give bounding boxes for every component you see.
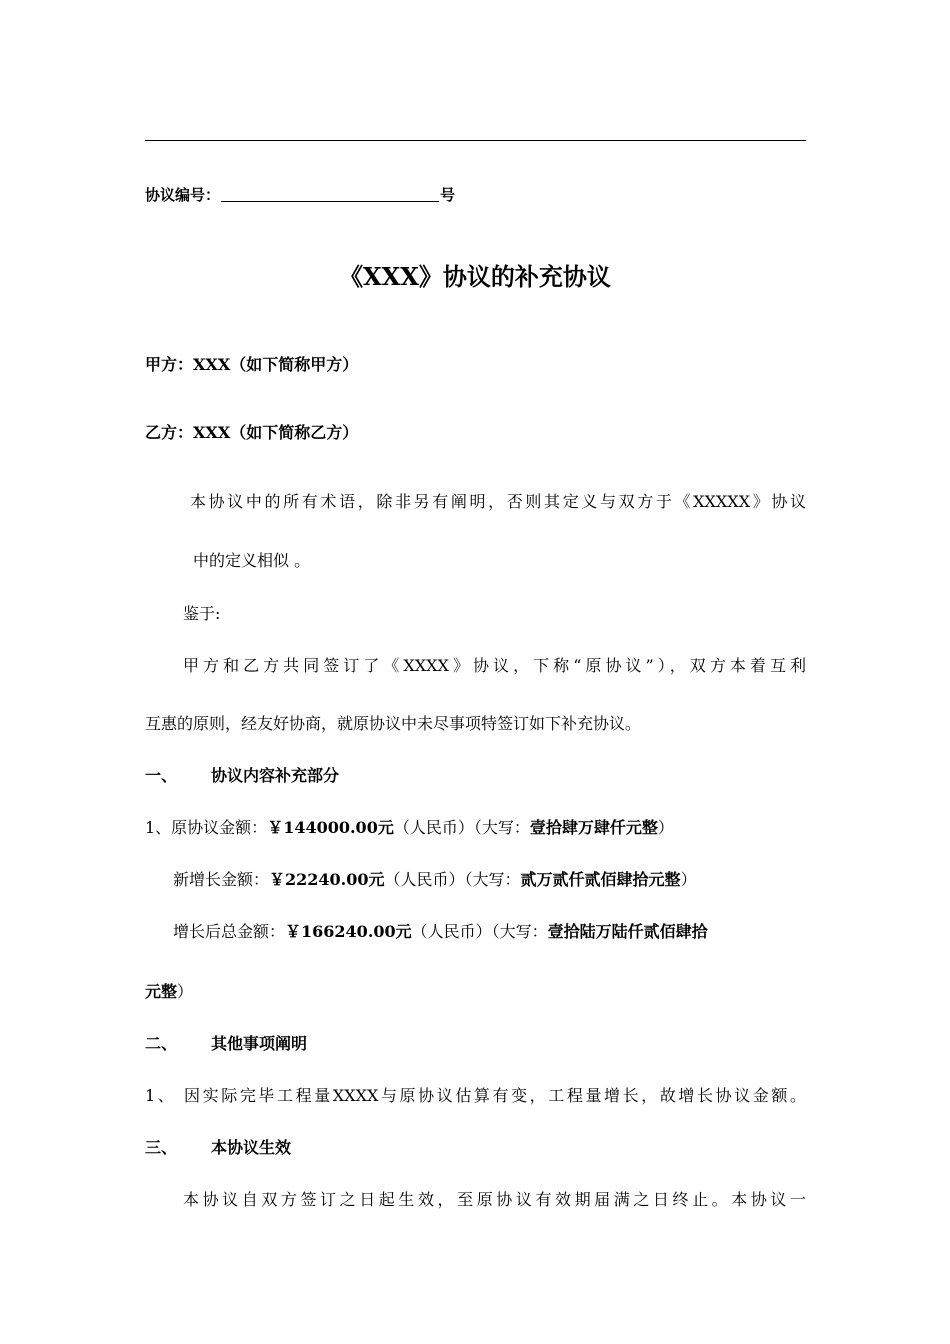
section2-title: 其他事项阐明 [211,1034,308,1053]
item3-continuation [145,982,193,1002]
item2-line [173,870,697,890]
item1-words: 壹拾肆万肆仟元整 [529,818,658,837]
item2-words: 贰万贰仟贰佰肆拾元整 [520,870,681,889]
item3-words: 壹拾陆万陆仟贰佰肆拾 [547,922,708,941]
section2-number: 二、 [145,1034,178,1053]
section3-title: 本协议生效 [211,1138,292,1157]
item2-close: ） [680,870,697,889]
recital-line1: 甲方和乙方共同签订了《XXXX》协议，下称“原协议”），双方本着互利 [183,656,806,675]
item1-line [145,818,674,838]
item3-middle: （人民币）（大写： [411,922,548,941]
item3-words-cont: 元整 [145,982,178,1001]
item2-middle: （人民币）（大写： [384,870,521,889]
section1-heading [145,766,339,786]
section3-paragraph: 本协议自双方签订之日起生效，至原协议有效期届满之日终止。本协议一 [183,1190,806,1209]
whereas-label: 鉴于: [183,604,221,623]
item1-middle: （人民币）（大写： [393,818,530,837]
header-rule [145,140,806,141]
party-b: 乙方：XXX（如下简称乙方） [145,423,359,442]
item3-amount: ￥166240.00元 [285,922,412,941]
section1-title: 协议内容补充部分 [211,766,340,785]
agreement-number-blank [221,187,439,202]
agreement-number-suffix: 号 [440,186,456,204]
item3-line [173,922,708,942]
item2-amount: ￥22240.00元 [269,870,385,889]
party-a: 甲方：XXX（如下简称甲方） [145,355,359,374]
section2-heading [145,1034,307,1054]
intro-paragraph-line2: 中的定义相似 。 [193,551,311,570]
item3-close: ） [177,982,194,1001]
item3-prefix: 增长后总金额： [173,922,286,941]
item2-prefix: 新增长金额： [173,870,270,889]
agreement-number-line [145,185,455,205]
item1-prefix: 1、原协议金额： [145,818,268,837]
item1-amount: ￥144000.00元 [267,818,394,837]
section3-number: 三、 [145,1138,178,1157]
section2-item1: 1、 因实际完毕工程量XXXX与原协议估算有变，工程量增长，故增长协议金额。 [145,1086,806,1105]
intro-paragraph-line1: 本协议中的所有术语，除非另有阐明，否则其定义与双方于《XXXXX》协议 [190,492,806,511]
document-title: 《XXX》协议的补充协议 [339,262,611,291]
agreement-number-label: 协议编号： [145,186,221,204]
section3-heading [145,1138,291,1158]
recital-line2: 互惠的原则，经友好协商，就原协议中未尽事项特签订如下补充协议。 [145,714,642,733]
item1-close: ） [657,818,674,837]
section1-number: 一、 [145,766,178,785]
